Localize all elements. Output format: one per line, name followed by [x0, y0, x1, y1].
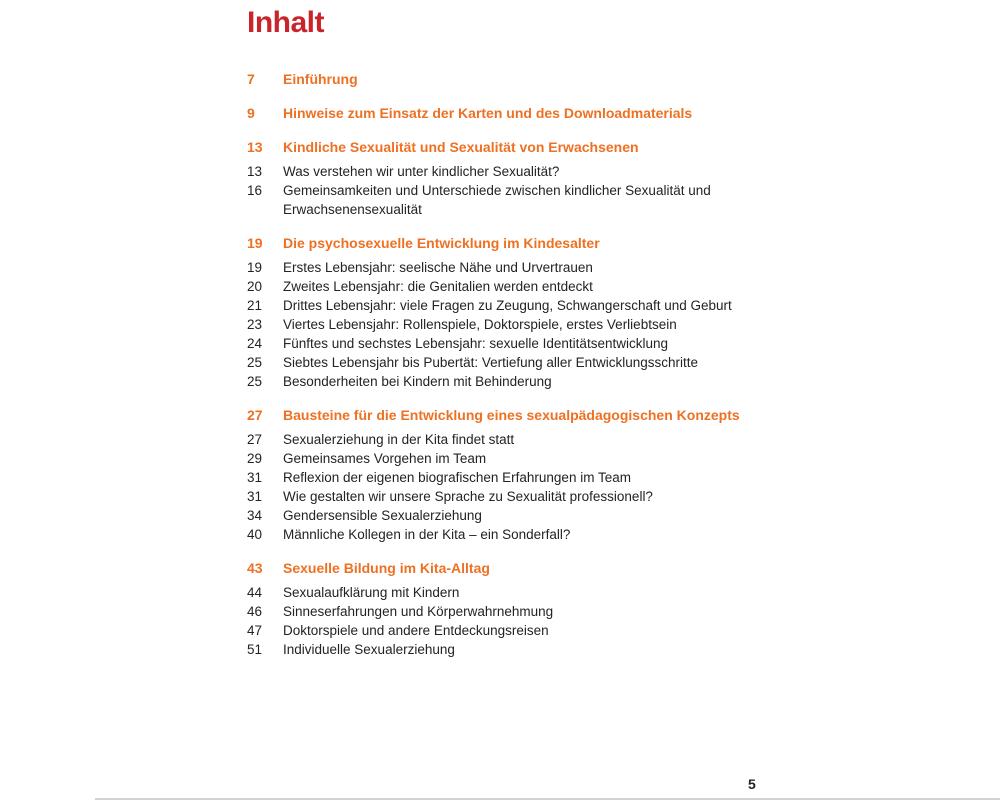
- toc-item-page-number: 34: [247, 508, 263, 523]
- toc-section-heading: [247, 406, 759, 425]
- toc-section-page-number: 43: [247, 560, 263, 576]
- toc-item-page-number: 46: [247, 604, 263, 619]
- toc-section: [247, 70, 759, 89]
- toc-item: [247, 583, 759, 602]
- toc-item-page-number: 23: [247, 317, 263, 332]
- toc-item: [247, 449, 759, 468]
- toc-item: [247, 277, 759, 296]
- toc-item-page-number: 13: [247, 164, 263, 179]
- toc-section: [247, 234, 759, 391]
- toc-section-heading: [247, 70, 759, 89]
- toc-item: [247, 353, 759, 372]
- toc-section-heading: [247, 559, 759, 578]
- toc-section-page-number: 13: [247, 139, 263, 155]
- toc-item: [247, 487, 759, 506]
- toc-content: [247, 6, 759, 674]
- toc-section-page-number: 9: [247, 105, 255, 121]
- toc-item-text: Siebtes Lebensjahr bis Pubertät: Vertiefung aller Entwicklungsschritte: [283, 355, 698, 370]
- toc-item-page-number: 19: [247, 260, 263, 275]
- toc-item-text: Reflexion der eigenen biografischen Erfahrungen im Team: [283, 470, 631, 485]
- toc-item: [247, 602, 759, 621]
- toc-item-text: Sexualerziehung in der Kita findet statt: [283, 432, 515, 447]
- toc-item-page-number: 51: [247, 642, 263, 657]
- toc-item-text: Gendersensible Sexualerziehung: [283, 508, 482, 523]
- toc-item-page-number: 47: [247, 623, 263, 638]
- toc-item-page-number: 25: [247, 374, 263, 389]
- toc-section-heading: [247, 104, 759, 123]
- toc-item-text: Doktorspiele und andere Entdeckungsreisen: [283, 623, 549, 638]
- toc-item: [247, 315, 759, 334]
- toc-item: [247, 430, 759, 449]
- toc-item-text: Zweites Lebensjahr: die Genitalien werden entdeckt: [283, 279, 593, 294]
- toc-item: [247, 525, 759, 544]
- toc-section-title: Bausteine für die Entwicklung eines sexualpädagogischen Konzepts: [283, 407, 740, 423]
- toc-item: [247, 621, 759, 640]
- toc-list: [247, 70, 759, 659]
- toc-item-text: Drittes Lebensjahr: viele Fragen zu Zeugung, Schwangerschaft und Geburt: [283, 298, 732, 313]
- toc-item-text: Sinneserfahrungen und Körperwahrnehmung: [283, 604, 554, 619]
- toc-section: [247, 138, 759, 219]
- toc-item-text: Viertes Lebensjahr: Rollenspiele, Doktorspiele, erstes Verliebtsein: [283, 317, 677, 332]
- toc-item-text: Gemeinsames Vorgehen im Team: [283, 451, 487, 466]
- toc-item-text: Besonderheiten bei Kindern mit Behinderung: [283, 374, 552, 389]
- toc-item-page-number: 24: [247, 336, 263, 351]
- toc-item: [247, 334, 759, 353]
- toc-section-page-number: 7: [247, 71, 255, 87]
- toc-section-title: Sexuelle Bildung im Kita-Alltag: [283, 560, 490, 576]
- toc-item-page-number: 31: [247, 489, 263, 504]
- toc-item: [247, 468, 759, 487]
- toc-section-heading: [247, 138, 759, 157]
- toc-item-page-number: 40: [247, 527, 263, 542]
- toc-section-title: Die psychosexuelle Entwicklung im Kindesalter: [283, 235, 600, 251]
- toc-item-text: Was verstehen wir unter kindlicher Sexualität?: [283, 164, 560, 179]
- toc-section-heading: [247, 234, 759, 253]
- toc-item-page-number: 27: [247, 432, 263, 447]
- toc-section-page-number: 27: [247, 407, 263, 423]
- toc-item-page-number: 20: [247, 279, 263, 294]
- toc-item-text: Erstes Lebensjahr: seelische Nähe und Urvertrauen: [283, 260, 593, 275]
- toc-item-page-number: 44: [247, 585, 263, 600]
- page-number: 5: [748, 776, 756, 792]
- page-title: Inhalt: [247, 6, 324, 39]
- toc-section: [247, 104, 759, 123]
- toc-item: [247, 258, 759, 277]
- toc-item-text: Männliche Kollegen in der Kita – ein Sonderfall?: [283, 527, 571, 542]
- toc-item: [247, 296, 759, 315]
- toc-item: [247, 372, 759, 391]
- toc-item: [247, 640, 759, 659]
- toc-item-page-number: 25: [247, 355, 263, 370]
- toc-item-text: Fünftes und sechstes Lebensjahr: sexuelle Identitätsentwicklung: [283, 336, 668, 351]
- toc-item: [247, 162, 759, 181]
- toc-item-page-number: 16: [247, 183, 263, 198]
- toc-item-page-number: 31: [247, 470, 263, 485]
- toc-item: [247, 506, 759, 525]
- toc-section-title: Hinweise zum Einsatz der Karten und des Downloadmaterials: [283, 105, 693, 121]
- toc-section-page-number: 19: [247, 235, 263, 251]
- toc-section: [247, 406, 759, 544]
- toc-section: [247, 559, 759, 659]
- toc-item: [247, 181, 759, 219]
- toc-section-title: Einführung: [283, 71, 358, 87]
- toc-item-text: Sexualaufklärung mit Kindern: [283, 585, 460, 600]
- toc-item-text: Individuelle Sexualerziehung: [283, 642, 455, 657]
- toc-item-text: Wie gestalten wir unsere Sprache zu Sexualität professionell?: [283, 489, 653, 504]
- toc-item-page-number: 29: [247, 451, 263, 466]
- toc-section-title: Kindliche Sexualität und Sexualität von Erwachsenen: [283, 139, 639, 155]
- toc-item-page-number: 21: [247, 298, 263, 313]
- toc-item-text: Gemeinsamkeiten und Unterschiede zwischen kindlicher Sexualität und Erwachsenensexualität: [283, 183, 711, 217]
